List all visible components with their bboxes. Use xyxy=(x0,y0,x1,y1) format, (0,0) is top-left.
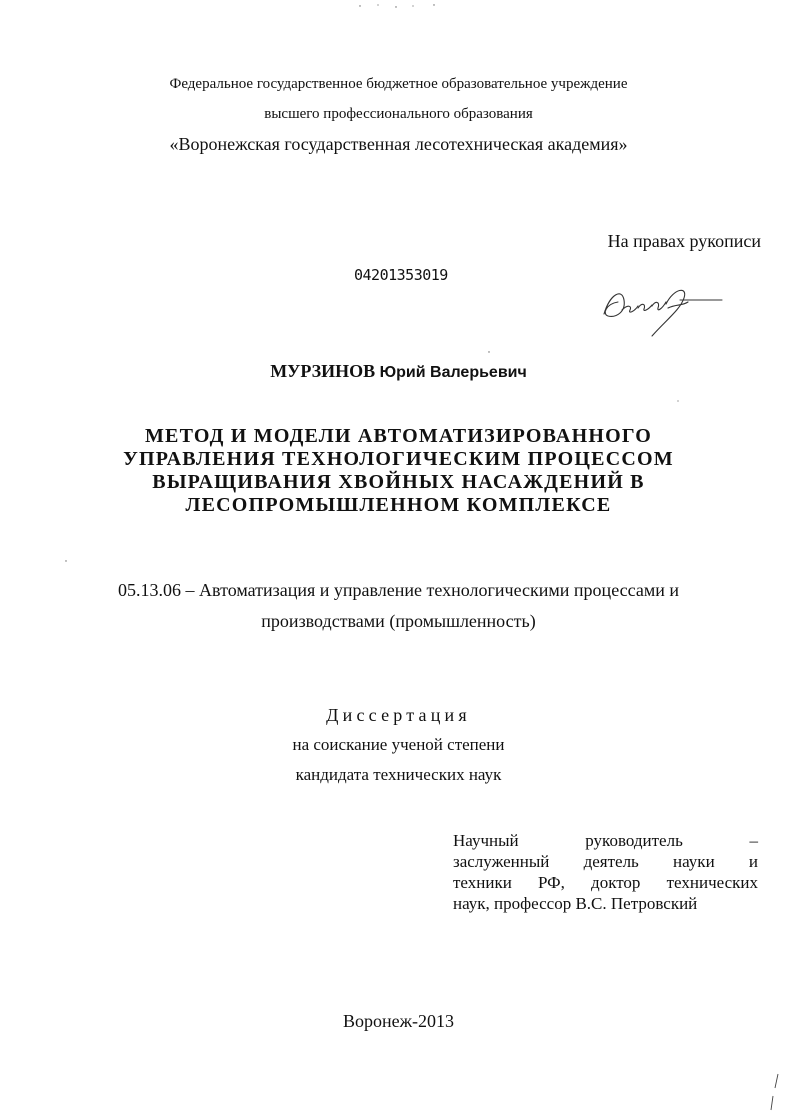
title-line: УПРАВЛЕНИЯ ТЕХНОЛОГИЧЕСКИМ ПРОЦЕССОМ xyxy=(123,448,674,470)
dissertation-title xyxy=(0,425,797,517)
author-given-names: Юрий Валерьевич xyxy=(379,364,527,381)
advisor-word: техники xyxy=(453,873,512,892)
advisor-line-2 xyxy=(453,851,758,872)
title-line: ЛЕСОПРОМЫШЛЕННОМ КОМПЛЕКСЕ xyxy=(185,494,612,516)
advisor-word: – xyxy=(749,831,758,850)
specialty xyxy=(0,575,797,637)
institution-name: «Воронежская государственная лесотехническая академия» xyxy=(169,134,628,154)
advisor-word: деятель xyxy=(583,852,639,871)
advisor-line-3 xyxy=(453,872,758,893)
advisor-line-4: наук, профессор В.С. Петровский xyxy=(453,894,698,913)
signature-image xyxy=(596,278,726,338)
specialty-line-1: 05.13.06 – Автоматизация и управление технологическими процессами и xyxy=(118,580,679,600)
title-line: ВЫРАЩИВАНИЯ ХВОЙНЫХ НАСАЖДЕНИЙ В xyxy=(152,471,645,493)
institution-line-1: Федеральное государственное бюджетное образовательное учреждение xyxy=(169,76,628,92)
advisor-word: доктор xyxy=(591,873,641,892)
advisor-word: заслуженный xyxy=(453,852,550,871)
advisor-line-1 xyxy=(453,830,758,851)
institution-line-2: высшего профессионального образования xyxy=(264,106,533,122)
advisor-word: Научный xyxy=(453,831,519,850)
advisor-word: технических xyxy=(666,873,758,892)
title-line: МЕТОД И МОДЕЛИ АВТОМАТИЗИРОВАННОГО xyxy=(144,425,653,447)
advisor-word: и xyxy=(748,852,758,871)
advisor-word: руководитель xyxy=(585,831,683,850)
city-year: Воронеж-2013 xyxy=(342,1011,455,1031)
advisor-word: РФ, xyxy=(538,873,565,892)
specialty-line-2: производствами (промышленность) xyxy=(261,611,536,631)
advisor-word: науки xyxy=(673,852,715,871)
archive-number: 04201353019 xyxy=(354,266,448,284)
author-name xyxy=(0,361,797,382)
degree-line-1: на соискание ученой степени xyxy=(292,735,505,754)
scientific-advisor xyxy=(453,830,758,914)
author-surname: МУРЗИНОВ xyxy=(270,361,376,381)
document-type: Диссертация xyxy=(326,705,471,725)
degree-line-2: кандидата технических наук xyxy=(295,765,502,784)
rights-note: На правах рукописи xyxy=(607,231,761,251)
